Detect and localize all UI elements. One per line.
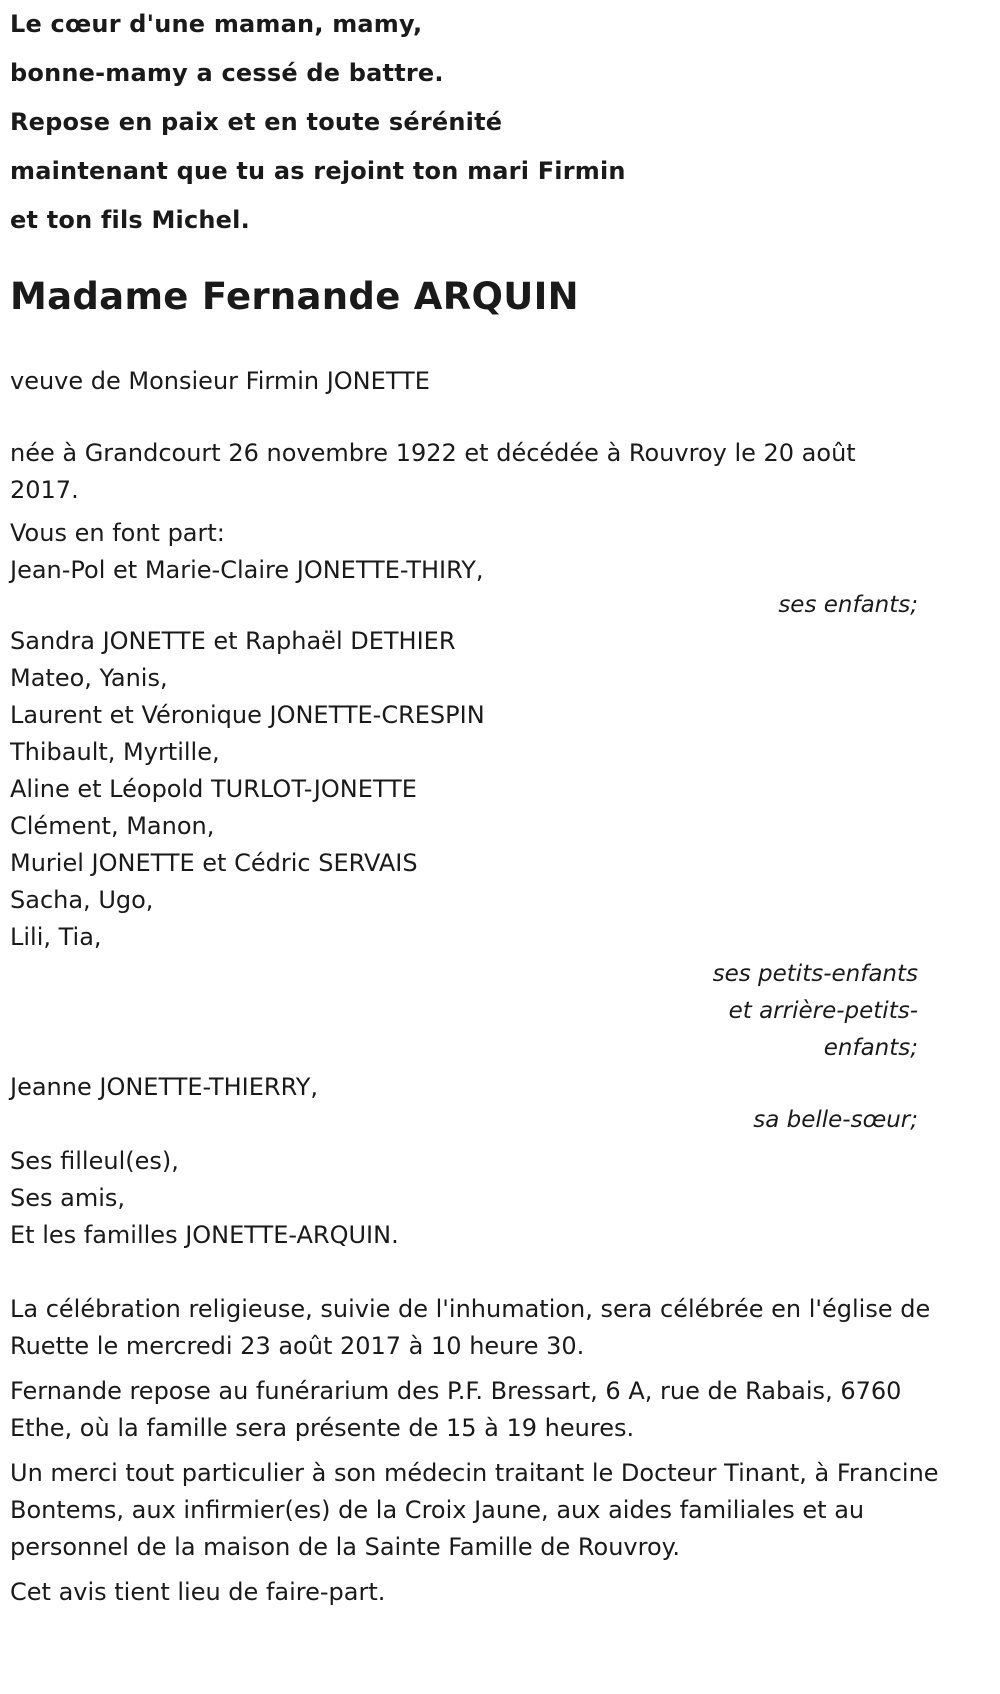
relation-label: enfants; — [823, 1035, 918, 1061]
sister-in-law-block — [10, 1069, 985, 1139]
family-name-row: Laurent et Véronique JONETTE-CRESPIN — [10, 701, 485, 729]
widow-of: veuve de Monsieur Firmin JONETTE — [10, 367, 430, 395]
family-name-row: Jeanne JONETTE-THIERRY, — [10, 1073, 319, 1101]
relation-label: et arrière-petits- — [728, 998, 918, 1024]
grandchildren-block — [10, 623, 985, 1067]
family-name-row: Et les familles JONETTE-ARQUIN. — [10, 1221, 399, 1249]
intro-poem — [10, 0, 985, 245]
family-name-row: Ses amis, — [10, 1184, 126, 1212]
family-name-row: Mateo, Yanis, — [10, 664, 168, 692]
birth-death-info: née à Grandcourt 26 novembre 1922 et décédée à Rouvroy le 20 août 2017. — [10, 439, 856, 504]
obituary-notice — [10, 0, 985, 1611]
intro-line: Le cœur d'une maman, mamy, — [10, 10, 423, 38]
deceased-name: Madame Fernande ARQUIN — [10, 275, 579, 318]
intro-line: et ton fils Michel. — [10, 206, 250, 234]
family-name-row: Jean-Pol et Marie-Claire JONETTE-THIRY, — [10, 556, 484, 584]
children-block — [10, 552, 985, 625]
others-block — [10, 1143, 985, 1254]
family-name-row: Muriel JONETTE et Cédric SERVAIS — [10, 849, 418, 877]
family-name-row: Thibault, Myrtille, — [10, 738, 220, 766]
family-name-row: Clément, Manon, — [10, 812, 215, 840]
intro-line: bonne-mamy a cessé de battre. — [10, 59, 444, 87]
family-name-row: Ses filleul(es), — [10, 1147, 179, 1175]
relation-label: ses enfants; — [778, 592, 918, 618]
relation-label: sa belle-sœur; — [753, 1107, 918, 1133]
family-name-row: Sandra JONETTE et Raphaël DETHIER — [10, 627, 456, 655]
funerarium-info: Fernande repose au funérarium des P.F. Bressart, 6 A, rue de Rabais, 6760 Ethe, où la famille sera présente de 15 à 19 heures. — [10, 1377, 902, 1442]
intro-line: Repose en paix et en toute sérénité — [10, 108, 503, 136]
family-name-row: Aline et Léopold TURLOT-JONETTE — [10, 775, 417, 803]
family-name-row: Sacha, Ugo, — [10, 886, 154, 914]
announce-label: Vous en font part: — [10, 519, 225, 547]
relation-label: ses petits-enfants — [712, 961, 918, 987]
ceremony-info: La célébration religieuse, suivie de l'inhumation, sera célébrée en l'église de Ruette le mercredi 23 août 2017 à 10 heure 30. — [10, 1295, 931, 1360]
family-name-row: Lili, Tia, — [10, 923, 102, 951]
closing-note: Cet avis tient lieu de faire-part. — [10, 1578, 386, 1606]
intro-line: maintenant que tu as rejoint ton mari Firmin — [10, 157, 626, 185]
thanks-message: Un merci tout particulier à son médecin traitant le Docteur Tinant, à Francine Bontems, aux infirmier(es) de la Croix Jaune, aux aides familiales et au personnel de la maison de la Sainte Famille de Rouvroy. — [10, 1459, 939, 1561]
